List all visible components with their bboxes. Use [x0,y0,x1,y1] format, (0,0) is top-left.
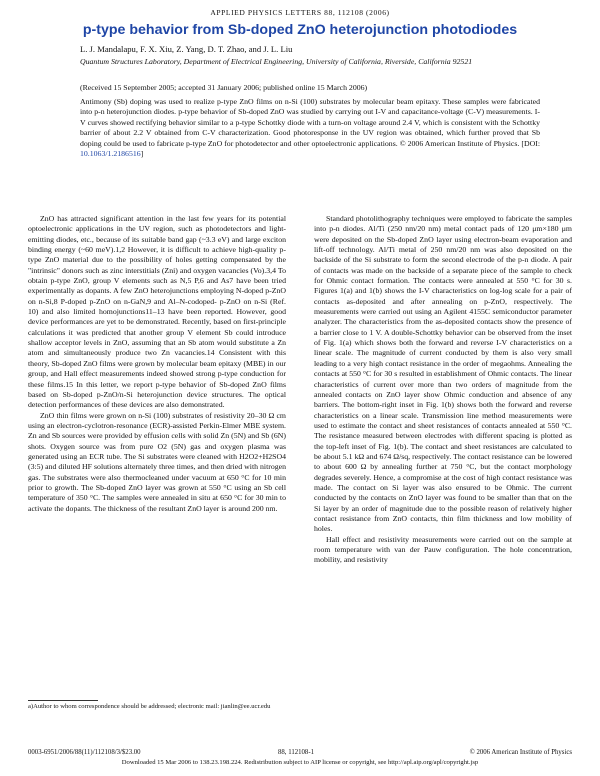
left-column [28,214,286,684]
footnote-divider [28,700,98,701]
download-notice: Downloaded 15 Mar 2006 to 138.23.198.224. Redistribution subject to AIP license or copyright, see http://apl.aip.org/apl/copyright.jsp [121,759,479,766]
abstract [80,97,540,159]
body-paragraph: Standard photolithography techniques were employed to fabricate the samples into p-n diodes. Al/Ti (250 nm/20 nm) metal contact pads of 120 μm×180 μm were deposited on the Sb-doped ZnO layer using electron-beam evaporation and lift-off technology. Al/Ti metal of 250 nm/20 nm was also deposited on the backside of the Si substrate to form the second electrode of the p-n diode. A pair of contacts was made on the backside of a separate piece of the sample to check for Ohmic contact formation. The contacts were annealed at 550 °C for 30 s. Figures 1(a) and 1(b) shows the I-V characteristics on log-log scale for a pair of contacts as-deposited and after annealing on p-ZnO, respectively. The measurements were carried out using an Agilent 4155C semiconductor parameter analyzer. The characteristics from the as-deposited contacts show the presence of a barrier close to 1 V. A double-Schottky behavior can be observed from the inset of Fig. 1(a) which shows both the forward and reverse I-V characteristics on a linear scale. The magnitude of current conducted by them is also very small leading to a very high contact resistance in the order of megaohms. Annealing the contacts at 550 °C for 30 s resulted in establishment of Ohmic contacts. The linear characteristics of current over more than two orders of magnitude from the annealed contacts on ZnO layer show Ohmic conduction and absence of any barriers. The bottom-right inset in Fig. 1(b) shows both the forward and reverse characteristics on a linear scale. Transmission line method measurements were used to estimate the contact and sheet resistances of contacts annealed at 550 °C. The resistance measured between electrodes with different spacing is plotted as the top-left inset of Fig. 1(b). The contact and sheet resistances are calculated to be about 5.1 kΩ and 674 Ω/sq, respectively. The contact resistance can be lowered to about 600 Ω by annealing further at 750 °C, but the contact morphology degrades severely. Hence, a compromise at the cost of high contact resistance was made. The contact on Si layer was also ensured to be Ohmic. The current conducted by the contacts on ZnO layer was found to be smaller than that on the Si layer by an order of magnitude due to the possible reason of relatively higher contact resistance from ZnO contacts, thin film thickness and low mobility of holes. [314,214,572,534]
journal-header: APPLIED PHYSICS LETTERS 88, 112108 (2006) [210,8,390,17]
footer-page-number: 88, 112108-1 [278,749,314,756]
footer-issn: 0003-6951/2006/88(11)/112108/3/$23.00 [28,749,141,756]
body-paragraph: Hall effect and resistivity measurements were carried out on the sample at room temperature with van der Pauw configuration. The hole concentration, mobility, and resistivity [314,534,572,565]
abstract-end: ] [140,149,144,159]
body-paragraph: ZnO has attracted significant attention in the last few years for its potential optoelectronic applications in the UV region, such as photodetectors and light-emitting diodes, etc., because of its suitable band gap (~3.3 eV) and large exciton binding energy (~60 meV).1,2 However, it is difficult to achieve high-quality p-type ZnO material due to the possibility of holes getting compensated by the "intrinsic" donors such as zinc interstitials (Zni) and oxygen vacancies (Vo).3,4 To obtain p-type ZnO, group V elements such as N,5 P,6 and As7 have been tried experimentally as dopants. A few ZnO heterojunctions employing N-doped p-ZnO on n-Si,8 P-doped p-ZnO on n-GaN,9 and Al–N-codoped- p-ZnO on n-Si (Ref. 10) and also limited homojunctions11–13 have been reported. However, good device performances are yet to be demonstrated. Recently, based on first-principle calculations it was predicted that another group V element Sb could introduce shallow acceptor levels in ZnO, assuming that an Sb atom would substitute a Zn atom and simultaneously produce two Zn vacancies.14 Consistent with this theory, Sb-doped ZnO films were grown by molecular beam epitaxy (MBE) in our group, and Hall effect measurements indeed showed strong p-type conduction for these films.15 In this letter, we report p-type behavior of Sb-doped ZnO films based on Sb-doped p-ZnO/n-Si heterojunction device structures. The optical detection performances of these devices are also demonstrated. [28,214,286,410]
author-list: L. J. Mandalapu, F. X. Xiu, Z. Yang, D. T. Zhao, and J. L. Liu [80,44,293,54]
affiliation: Quantum Structures Laboratory, Department of Electrical Engineering, University of California, Riverside, California 92521 [80,57,473,66]
doi-link[interactable]: 10.1063/1.2186516 [80,149,141,159]
abstract-text: Antimony (Sb) doping was used to realize p-type ZnO films on n-Si (100) substrates by molecular beam epitaxy. These samples were fabricated into p-n heterojunction diodes. p-type behavior of Sb-doped ZnO was studied by carrying out I-V and capacitance-voltage (C-V) measurements. I-V curves showed rectifying behavior similar to a p-type Schottky diode with a turn-on voltage around 2.4 V, which is consistent with the Schottky barrier of about 2.2 V obtained from C-V characterization. Good photoresponse in the UV region was obtained, which further proved that Sb doping could be used to fabricate p-type ZnO for photodetector and other optoelectronic applications. © 2006 American Institute of Physics. [DOI: [80,97,540,148]
body-paragraph: ZnO thin films were grown on n-Si (100) substrates of resistivity 20–30 Ω cm using an electron-cyclotron-resonance (ECR)-assisted Perkin-Elmer MBE system. Zn and Sb sources were provided by effusion cells with solid Zn (5N) and Sb (6N) shots. Oxygen source was from pure O2 (5N) gas and oxygen plasma was generated using an ECR tube. The Si substrates were cleaned with H2O2+H2SO4 (3:5) and diluted HF solutions alternately three times, and then dried with nitrogen gas. The substrates were also thermocleaned under vacuum at 650 °C for 10 min prior to growth. The Sb-doped ZnO layer was grown at 550 °C using an Sb cell temperature of 350 °C. The samples were annealed in situ at 650 °C for 30 min to activate the dopants. The thickness of the resultant ZnO layer is around 200 nm. [28,410,286,513]
right-column [314,214,572,734]
received-dates: (Received 15 September 2005; accepted 31 January 2006; published online 15 March 2006) [80,83,368,92]
footnote: a)Author to whom correspondence should be addressed; electronic mail: jianlin@ee.ucr.edu [28,703,271,710]
footer-copyright: © 2006 American Institute of Physics [469,749,572,756]
paper-title: p-type behavior from Sb-doped ZnO heterojunction photodiodes [82,22,518,38]
